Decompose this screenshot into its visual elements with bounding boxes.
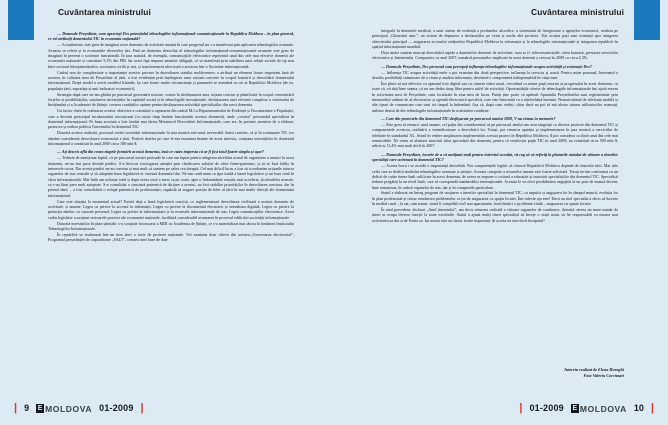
masthead-mark-icon: E xyxy=(572,405,578,412)
page-number: 10 xyxy=(633,403,644,413)
body-paragraph: Datorită acestor realizări, procesul creării societății informaționale în țara noastră este unul ireversibil. Insist convins, că și în continuare TIC vor rămâne considerată dezvoltarea economică a țării. Potrivit datelor pe care le-am examinat înainte de acest interviu, conțeana investițiilor în domeniul informațional a constituit în anul 2000 circa 180 mln $. xyxy=(48,130,294,146)
issue-label: 01-2009 xyxy=(99,403,134,413)
rule-mark-end: | xyxy=(140,402,144,414)
body-column-right xyxy=(372,28,618,224)
masthead-logo xyxy=(36,403,92,414)
interview-answer: — Actualmente, este greu de imaginat orice domeniu de activitate umană în care progresul nu s-a manifestat prin aplicarea tehnologiilor avansate. Aceasta se referă și la economiile diverselor țări. Fără un domeniu dezvoltat al tehnologiilor informațional-comunicaționale avansate este greu de imaginat în prezent o societate funcțională. În țara noastră, de exemplu, comunicațiile electronice reprezintă unul din cele mai efective domenii ale economiei naționale și constituie 9,1% din PIB. Iar acest fapt impune anumite obligații, ce se manifestă prin stabilirea unor relații sociale de tip nou între sectorul întreprinzătorilor, societatea civilă și stat, și transformarea ulterioară a acestora într-o Societate informațională. xyxy=(48,42,294,69)
running-head-left: Cuvântarea ministrului xyxy=(58,7,151,17)
accent-block-left xyxy=(8,0,34,40)
interview-question: — Domnule Președinte, cum apreciați Dvs potențialul tehnologiilor informațional-comunicaționale în Republica Moldova – în plan general, ce rol atribuiți domeniului TIC în economia națională? xyxy=(48,31,294,42)
body-paragraph: Strategia după care ne-am ghidat pe parcursul guvernării noastre, consta în desfășurarea unor acțiuni concise și planificate în scopul concentrării forțelor și posibilităților, susținerea investițiilor în capitalul social și în tehnologiile inovaționale, desfășurarea unei reforme complexe a sistemului de învățământ și a Academiei de Științe, crearea condițiilor optime pentru desfășurarea activității specialiștilor din acest domeniu. xyxy=(48,91,294,108)
rule-mark: | xyxy=(14,402,18,414)
masthead-logo xyxy=(571,403,627,414)
body-paragraph: Un factor-cheie în realizarea acestor obiective a constituit-o separarea din cadrul M.I.a Departamentului de Evidență și Documentare a Populației, care a devenit prototipul incubatorului inovațional (cu nește timp înainte funcționării acestui domeniu), unde „creștea” personalul specializat în domeniul informațional. Pe baza acestuia a fost fondat mai târziu Ministerul Dezvoltării Informaționale, care are, în prezent, menirea de a elabora, promova și realiza politica Guvernului în domeniul TIC. xyxy=(48,108,294,130)
interview-answer: — Acesta lucru i se acordă o importanță deosebită. Noi competențele legării că viitorul Republicii Moldova depinde de tinerelui tării. Mai ales celui care se dedică studiului tehnologiilor avansate și științei. Aceasta categorie a resurselor umane este foarte solicitată. Totuși ne-am confruntat cu un deficit de cadre tinere înalt calificate în acest domeniu, de aceea se impune o cotitură a educației și instruirii specialiștilor din domeniul TIC. Specialiști trebuie pregătiți la un nivel înalt, care să corespundă standardelor internaționale. Aceasta le va oferi posibilitatea angajării la un post de muncă decent, bine remunerat, în cadrul organelor de stat, dar și în companiile particulare. xyxy=(372,163,618,190)
issue-label: 01-2009 xyxy=(529,403,564,413)
interview-answer: — Este greu să remarci unul anume, cel puțin din considerentul că pe parcursul anului am avut tangență cu diverse proiecte din domeniul TIC și componentele acestora, realizării a semnificatoare a dezvoltării lor. Totuși, pot remarca apariția și implementarea în țara noastră a serviciilor de telefonie în standardul 3G. Avind în vedere amplasarea implementării acestui proiect în Republica Moldova, îl pot considera ca fiind unul din cele mai remarcabile. Ne vines să alemase marcării altor specialiști din domeniu, pentru că venifocția puțin TIC în anul 2008, au constituit circa 500 mln $, adică cu 11,4% mai mult decît în 2007. xyxy=(372,122,618,149)
masthead-mark-icon: E xyxy=(37,405,43,412)
body-paragraph: Îmi place să mă delectez cu aparatul foto digital sau cu camera video nouă, cercetând cu minte pașii enormi ai progresului în acest domeniu, cu toate că, vă dați bine seama, că nu am dedus timp liber pentru astfel de activități. Oportunitățile oferite de tehnologiile informaționale îmi ajută enorm în activitatea mea de Președinte, sunt localizate în zina mea de lucru. Puteți ține poste că aptitudi Apantului Președintelui sunt reglementate prin intermediul ordinei de al electronice și agendă electronică specifică, care este întocmită cu o rățelorbănă însemia. Nemaivorbind de telefonia mobilă și alte tipuri de comunicare care sunt tot timpul la îndemână. Așa că, după cum vedeți, chiar dacă nu pot să mă aloses tuturor utilizatorilor avansați, utilizez destul de des tehnologiile informaționale în activitatea cotidiene. xyxy=(372,80,618,113)
photo-credits xyxy=(564,367,624,379)
masthead-word: MOLDOVA xyxy=(45,403,93,414)
body-paragraph: În republică se realizează într-un ritm alert o serie de proiecte naționale. Voi examina doar câteva din acestea:„Guvernarea electronică”, Programul președinției de cuporătizare „SALT”, crearea unei baze de date xyxy=(48,231,294,243)
body-paragraph: integrală în domeniul medical, a unui sistem de evidență a produselor alcoolice, a sistemului de înregistrare a agenților economici, realizat pe principiul „Ghișeului unic”, un sistem de depunere a declarațiilor pe venit și multe alte proiecte. Toți aceștia pași sunt orientați spre atingerea obiectivului principal — asigurarea accesului cetățenilor Republicii Moldova la informație și la tehnologiile informaționale și integrarea republicii în spațiul informațional mondial. xyxy=(372,28,618,50)
interview-question: — Ați descris află din ceara etapele formării acestui domeniu, însă ce cutez impresia că ar fi fost totul foarte simplu și ușor? xyxy=(57,149,265,155)
interview-question: — Domnule Președinte, Dvs personal cum percepeți influența tehnologiilor informaționale asupra activității și existenței Dvs? xyxy=(381,63,592,69)
body-paragraph: Deja astăzi suntem marcați dezvoltării rapide a domeniilor domenii de activitate, cum ar fi: telecomunicațiile, sfera bancară, prestarea serviciilor electronice și Internetului. Comparativ cu anul 2007, numărul persoanelor implicate în acest domenii a crescut în 2008 cu circa 2,3%. xyxy=(372,49,618,61)
body-paragraph: În anul precedent, declarat „Anul tineretului”, am decis returnea radicală a viitoare organelor de conducere, datorită căreea un mare număr de tineri ar ocupa diverse funcții la toate nivelurile. Statul a ajutat mulți tineri specialiști să învețe o viață nouă, să fie responsabili cu munca mai activitatea sa dar și de Patria sa. Iar acesta este un factor foarte important. Și acesta eu este decît începutul! xyxy=(372,207,618,223)
body-column-left xyxy=(48,28,294,243)
interview-answer: — Trebuie de menționat faptul, că pe parcursul acestei perioade în care am luptat pentru atingerea nivelului actual de organizare a anunci în acest domeniu, ne-au fost puse destule piedici. S-a învocat vocitogarea atenției prin clarificarea soluției de către firme-parteneri, și să se facă lobby în interesele cuiva. Dar aceste piedici ne-au convins și mai mult că suntem pe calea cea dreaptă. Cel mai dificil lucru a fost să coordonăm acțiunile tuturor organelor de stat centrale și să adoptăm baza legislativă er vizează domeniul dat. Ne-am confruntat cu țipa totală a bazei legislative și un luau total în sfera informațională. Mai întâi am ordonat totul și după aceea totul a mers ca pe coate, apre o îmbunătățire reușită, mai accelerat, țicoloadelor noastre, ca s-au lăsat prea mult așteptate. S-a consolidat o structură puternică de dirijare a acestui, au fost stabilite priorităților în dezvoltarea acestora, dar în primul rând, – a fost consolidată o echipă puternică de profesioniști, capabilă să asigure poziția de lider al țării în mai multe direcții ale domeniului informațional. xyxy=(48,155,294,198)
footer-right xyxy=(519,403,654,414)
running-head-right: Cuvântarea ministrului xyxy=(531,7,624,17)
photo-credit: Foto Valeriu Corcimari xyxy=(583,373,624,378)
interview-credit: Interviu realizat de Elena Horoghi xyxy=(564,367,624,372)
interview-answer: — Influența TIC asupra activității mele o pot examina din două perspective: influența la serviciu și acasă. Pentru mine personal, Internetul a deschis posibilități suimitoare de a căuta și analiza informația, devenind o componentă indispensabilă în viața mea. xyxy=(372,69,618,81)
body-paragraph: Datorită investițiilor în plan științific s-a cooptate fructuoasă a MDI cu Academia de Științe, ce s-a materializat mai târziu în fondarea Institutului Tehnologiilor Informaționale. xyxy=(48,220,294,231)
rule-mark: | xyxy=(519,402,523,414)
body-paragraph: Care este situația la momentul actual? Există deja o bază legislativă concisă, ce reglementează dezvoltarea civilizată a acestui domeniu de activitate, și anume: Legea cu privire la accesul la informații, Legea cu privire la documentul electronic și semnătura digitală, Legea cu privire la protecția datelor cu caracter personal, Legea cu privire la informatizare și la resursele informaționale de stat, Legea comunicațiilor electronice. Acest cadru legislativ a susținut sectoarele practice ale economiei naționale, facilitind considerabil avansarea în procesul edificării societății informaționale. xyxy=(48,198,294,220)
page-right xyxy=(334,0,668,425)
interview-question: — Care din proiectele din domeniul TIC desfășurate pe parcursul anului 2008, V-au rămas în memorie? xyxy=(381,116,556,122)
rule-mark-end: | xyxy=(650,402,654,414)
masthead-word: MOLDOVA xyxy=(579,403,627,414)
footer-left xyxy=(14,403,144,414)
body-paragraph: Statul a elaborat un întreg program de susținere a tinerilor specialiști în domeniul TIC, cu impulsi și angajarea lor în câmpul muncii, evoluția lor în plan profesional și citeaz remânerea problemelor ce țin de asigurarea cu spațiu locativ. Într-adevăr aja este! Dacă un titel specialist a decis să lucreze în mediul rural – la sat, cam naiun, statul îi compilăd cea5 nau apartament, horfolindu-i o problemă vitală – asigurarea cu spațiu locativ. xyxy=(372,190,618,207)
body-paragraph: Cadrul nou de complexitate a importanței acestor procese în dezvoltarea statului moldovenesc a atribuit un element foarte important fază de acestea, în calitatea mea de Președinte al țării, a fost evidențiat prin înțelegerea unor acțiuni concrete în scopul formării și dezvoltării domeniului informațional. Drept model a servit modelul Irlandei, își care foarte multe circumstanțe și parametri se asemănă cu cei ai Republicii Moldova (de ex. populația țării, suprafața și unii indicatori economici). xyxy=(48,69,294,91)
page-number: 9 xyxy=(24,403,30,413)
interview-question: — Domnule Președinte, încetée de a vă mulțumi mult pentru interviul acordat, vă rog să vă referiți la planurile statului de viitoare a tinerilor specialiști care activează în domeniul TIC? xyxy=(372,151,618,163)
accent-block-right xyxy=(634,0,660,40)
